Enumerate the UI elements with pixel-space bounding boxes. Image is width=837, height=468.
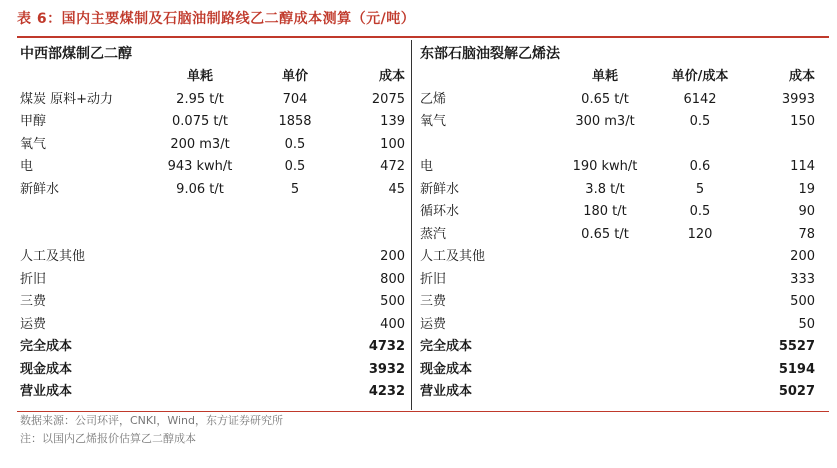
cost-cell: 500 bbox=[380, 294, 405, 309]
usage-cell: 0.65 t/t bbox=[581, 91, 629, 107]
price-cell: 0.5 bbox=[284, 136, 306, 152]
usage-cell: 0.65 t/t bbox=[581, 226, 629, 242]
header-cost: 成本 bbox=[788, 69, 815, 84]
table-row bbox=[20, 336, 405, 359]
title-rule bbox=[17, 36, 829, 38]
table-row bbox=[20, 314, 405, 337]
table-row bbox=[420, 291, 820, 314]
table-row bbox=[20, 134, 405, 157]
table-row bbox=[420, 156, 820, 179]
header-price: 单价/成本 bbox=[671, 69, 729, 84]
cost-cell: 139 bbox=[380, 114, 405, 129]
row-label: 煤炭 原料+动力 bbox=[20, 91, 114, 107]
price-cell bbox=[240, 336, 350, 359]
header-usage: 单耗 bbox=[591, 69, 618, 84]
cost-cell: 45 bbox=[388, 181, 405, 197]
price-cell: 704 bbox=[282, 91, 308, 107]
usage-cell bbox=[560, 359, 650, 382]
spacer-row bbox=[20, 201, 405, 224]
table-row bbox=[420, 359, 820, 382]
cost-cell: 5194 bbox=[778, 361, 815, 377]
price-cell: 5 bbox=[695, 181, 705, 197]
usage-cell: 9.06 t/t bbox=[176, 181, 224, 197]
table-row bbox=[20, 359, 405, 382]
price-cell bbox=[650, 336, 750, 359]
cost-cell: 90 bbox=[798, 204, 815, 219]
cost-cell: 3932 bbox=[368, 361, 405, 377]
row-label: 折旧 bbox=[20, 271, 47, 287]
naphtha-route-panel bbox=[420, 42, 820, 404]
usage-cell bbox=[160, 246, 240, 269]
price-cell: 120 bbox=[687, 226, 713, 242]
price-cell: 0.5 bbox=[689, 114, 711, 129]
row-label: 运费 bbox=[420, 316, 447, 332]
row-label: 三费 bbox=[420, 294, 447, 309]
cost-cell: 200 bbox=[790, 249, 815, 264]
table-row bbox=[20, 246, 405, 269]
row-label: 甲醇 bbox=[20, 114, 47, 129]
price-cell: 1858 bbox=[278, 114, 312, 129]
price-cell bbox=[240, 381, 350, 404]
usage-cell: 2.95 t/t bbox=[176, 91, 224, 107]
price-cell bbox=[240, 269, 350, 292]
cost-cell: 5527 bbox=[778, 339, 815, 354]
usage-cell bbox=[560, 134, 650, 157]
cost-cell: 200 bbox=[380, 249, 405, 264]
row-label: 现金成本 bbox=[20, 361, 73, 377]
table-row bbox=[420, 314, 820, 337]
row-label: 完全成本 bbox=[20, 339, 73, 354]
cost-cell: 472 bbox=[380, 159, 405, 174]
row-label: 人工及其他 bbox=[20, 249, 86, 264]
naphtha-header-row bbox=[420, 66, 820, 89]
usage-cell: 200 m3/t bbox=[170, 136, 230, 152]
usage-cell bbox=[560, 246, 650, 269]
price-cell bbox=[650, 291, 750, 314]
price-cell bbox=[650, 359, 750, 382]
table-row bbox=[20, 381, 405, 404]
coal-header-row bbox=[20, 66, 405, 89]
table-row bbox=[20, 156, 405, 179]
price-cell bbox=[240, 314, 350, 337]
row-label: 三费 bbox=[20, 294, 47, 309]
usage-cell bbox=[560, 269, 650, 292]
cost-cell: 500 bbox=[790, 294, 815, 309]
table-row bbox=[420, 269, 820, 292]
cost-cell: 2075 bbox=[371, 91, 405, 107]
table-row bbox=[20, 89, 405, 112]
usage-cell bbox=[160, 314, 240, 337]
table-row bbox=[20, 179, 405, 202]
coal-route-panel bbox=[20, 42, 405, 404]
price-cell bbox=[650, 269, 750, 292]
price-cell bbox=[650, 314, 750, 337]
usage-cell bbox=[560, 381, 650, 404]
price-cell: 0.6 bbox=[689, 159, 711, 174]
usage-cell: 3.8 t/t bbox=[585, 181, 625, 197]
table-row bbox=[420, 224, 820, 247]
row-label: 人工及其他 bbox=[420, 249, 486, 264]
row-label: 电 bbox=[420, 159, 434, 174]
table-row bbox=[420, 111, 820, 134]
cost-cell: 50 bbox=[798, 316, 815, 332]
usage-cell bbox=[160, 291, 240, 314]
cost-cell: 19 bbox=[798, 181, 815, 197]
cost-cell: 5027 bbox=[778, 384, 815, 399]
cost-cell bbox=[750, 134, 815, 157]
price-cell bbox=[240, 359, 350, 382]
cost-cell: 78 bbox=[798, 226, 815, 242]
cost-cell: 3993 bbox=[781, 91, 815, 107]
row-label: 营业成本 bbox=[420, 384, 473, 399]
table-row bbox=[420, 134, 820, 157]
row-label: 氧气 bbox=[20, 136, 47, 152]
usage-cell bbox=[160, 359, 240, 382]
row-label: 营业成本 bbox=[20, 384, 73, 399]
row-label: 新鲜水 bbox=[20, 181, 60, 197]
price-cell bbox=[650, 246, 750, 269]
cost-cell: 4232 bbox=[368, 384, 405, 399]
table-row bbox=[20, 269, 405, 292]
price-cell: 0.5 bbox=[284, 159, 306, 174]
cost-cell: 4732 bbox=[368, 339, 405, 354]
table-row bbox=[420, 89, 820, 112]
footnote: 注：以国内乙烯报价估算乙二醇成本 bbox=[20, 432, 196, 445]
price-cell: 5 bbox=[290, 181, 300, 197]
table-row bbox=[420, 336, 820, 359]
price-cell bbox=[240, 291, 350, 314]
row-label: 循环水 bbox=[420, 204, 460, 219]
usage-cell: 0.075 t/t bbox=[172, 114, 228, 129]
usage-cell bbox=[160, 381, 240, 404]
table-row bbox=[420, 179, 820, 202]
table-row bbox=[20, 111, 405, 134]
usage-cell: 943 kwh/t bbox=[167, 159, 233, 174]
cost-cell: 150 bbox=[790, 114, 815, 129]
price-cell: 0.5 bbox=[689, 204, 711, 219]
row-label: 氧气 bbox=[420, 114, 447, 129]
table-row bbox=[20, 291, 405, 314]
row-label: 运费 bbox=[20, 316, 47, 332]
price-cell: 6142 bbox=[683, 91, 717, 107]
usage-cell bbox=[160, 336, 240, 359]
row-label: 完全成本 bbox=[420, 339, 473, 354]
cost-cell: 800 bbox=[380, 271, 405, 287]
usage-cell bbox=[160, 269, 240, 292]
price-cell bbox=[650, 134, 750, 157]
usage-cell: 180 t/t bbox=[583, 204, 627, 219]
row-label: 蒸汽 bbox=[420, 226, 447, 242]
price-cell bbox=[650, 381, 750, 404]
table-row bbox=[420, 381, 820, 404]
header-price: 单价 bbox=[281, 69, 308, 84]
row-label bbox=[420, 134, 560, 157]
naphtha-section-title: 东部石脑油裂解乙烯法 bbox=[420, 46, 560, 62]
row-label: 折旧 bbox=[420, 271, 447, 287]
usage-cell bbox=[560, 336, 650, 359]
usage-cell: 190 kwh/t bbox=[572, 159, 638, 174]
table-row bbox=[420, 246, 820, 269]
usage-cell bbox=[560, 291, 650, 314]
usage-cell bbox=[560, 314, 650, 337]
cost-cell: 400 bbox=[380, 316, 405, 332]
cost-cell: 114 bbox=[790, 159, 815, 174]
header-cost: 成本 bbox=[378, 69, 405, 84]
table-title: 表 6：国内主要煤制及石脑油制路线乙二醇成本测算（元/吨） bbox=[17, 11, 416, 27]
cost-cell: 100 bbox=[380, 136, 405, 152]
table-row bbox=[420, 201, 820, 224]
cost-cell: 333 bbox=[790, 271, 815, 287]
coal-section-title: 中西部煤制乙二醇 bbox=[20, 46, 132, 62]
row-label: 新鲜水 bbox=[420, 181, 460, 197]
price-cell bbox=[240, 246, 350, 269]
spacer-row bbox=[20, 224, 405, 247]
header-usage: 单耗 bbox=[186, 69, 213, 84]
row-label: 现金成本 bbox=[420, 361, 473, 377]
column-divider bbox=[411, 40, 412, 410]
row-label: 乙烯 bbox=[420, 91, 447, 107]
usage-cell: 300 m3/t bbox=[575, 114, 635, 129]
row-label: 电 bbox=[20, 159, 34, 174]
source-note: 数据来源：公司环评，CNKI，Wind，东方证券研究所 bbox=[20, 414, 284, 427]
